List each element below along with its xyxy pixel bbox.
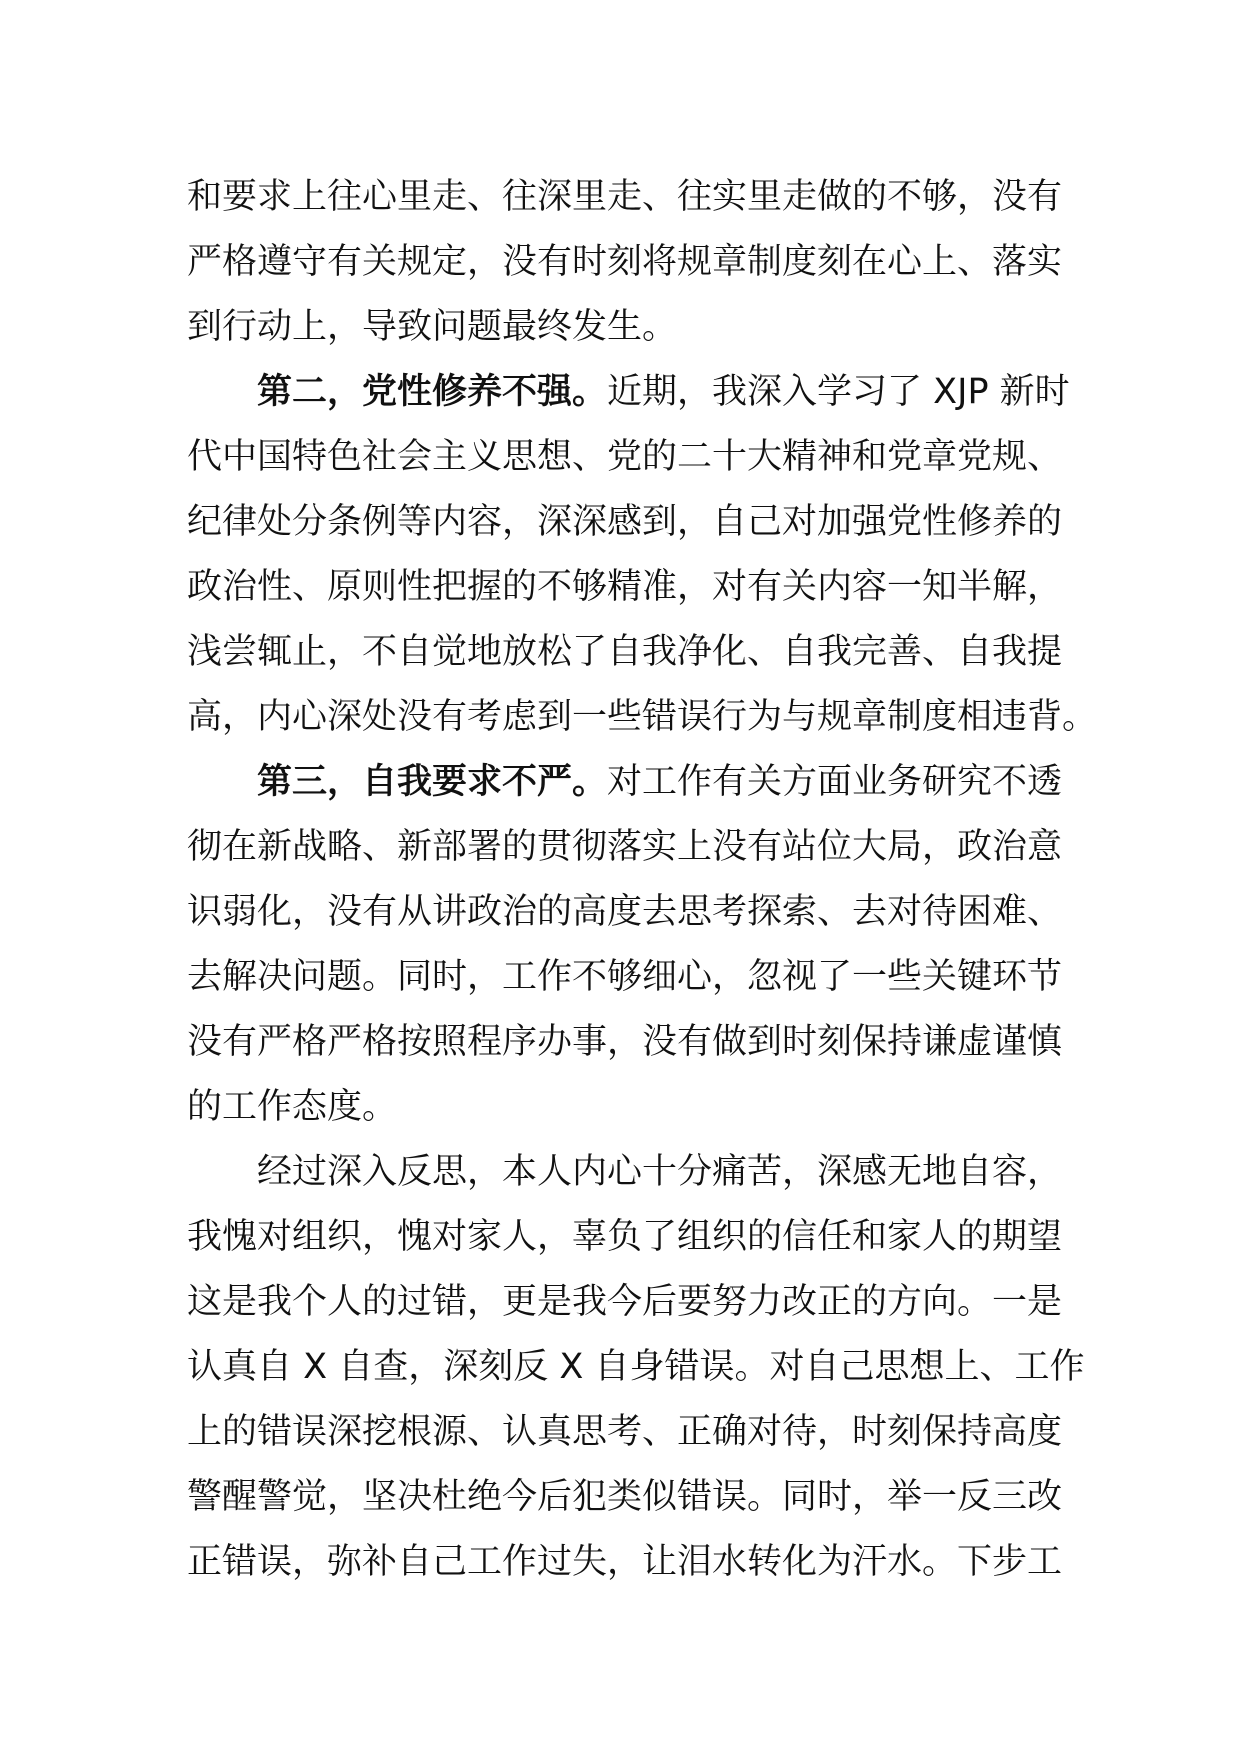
text-line: 的工作态度。: [187, 1087, 398, 1127]
text-line: 浅尝辄止，不自觉地放松了自我净化、自我完善、自我提: [187, 632, 1063, 672]
text-line: 识弱化，没有从讲政治的高度去思考探索、去对待困难、: [187, 892, 1063, 932]
text-line: 严格遵守有关规定，没有时刻将规章制度刻在心上、落实: [187, 242, 1063, 282]
paragraph: [187, 1140, 1085, 1595]
text-line: [187, 360, 1070, 425]
paragraph: [187, 750, 1063, 1140]
text-segment: 对工作有关方面业务研究不透: [607, 762, 1063, 802]
paragraph-heading: 第三，自我要求不严。: [257, 762, 608, 802]
text-line: 纪律处分条例等内容，深深感到，自己对加强党性修养的: [187, 502, 1063, 542]
text-line: 高，内心深处没有考虑到一些错误行为与规章制度相违背。: [187, 697, 1098, 737]
paragraph: [187, 360, 1098, 750]
text-line: [187, 750, 1063, 815]
text-line: 认真自 X 自查，深刻反 X 自身错误。对自己思想上、工作: [187, 1347, 1085, 1387]
text-line: 到行动上，导致问题最终发生。: [187, 307, 678, 347]
text-line: 代中国特色社会主义思想、党的二十大精神和党章党规、: [187, 437, 1063, 477]
paragraph-heading: 第二，党性修养不强。: [257, 372, 608, 412]
text-line: 彻在新战略、新部署的贯彻落实上没有站位大局，政治意: [187, 827, 1063, 867]
text-segment: 近期，我深入学习了 XJP 新时: [607, 372, 1070, 412]
document-body: [187, 165, 1098, 1595]
text-line: 我愧对组织，愧对家人，辜负了组织的信任和家人的期望: [187, 1217, 1063, 1257]
text-line: 去解决问题。同时，工作不够细心，忽视了一些关键环节: [187, 957, 1063, 997]
text-line: 政治性、原则性把握的不够精准，对有关内容一知半解，: [187, 567, 1063, 607]
text-line: 这是我个人的过错，更是我今后要努力改正的方向。一是: [187, 1282, 1063, 1322]
text-line: 正错误，弥补自己工作过失，让泪水转化为汗水。下步工: [187, 1542, 1063, 1582]
paragraph: [187, 165, 1063, 360]
text-line: 上的错误深挖根源、认真思考、正确对待，时刻保持高度: [187, 1412, 1063, 1452]
text-line: 没有严格严格按照程序办事，没有做到时刻保持谦虚谨慎: [187, 1022, 1063, 1062]
text-segment: 经过深入反思，本人内心十分痛苦，深感无地自容，: [257, 1152, 1063, 1192]
text-line: 警醒警觉，坚决杜绝今后犯类似错误。同时，举一反三改: [187, 1477, 1063, 1517]
text-line: 和要求上往心里走、往深里走、往实里走做的不够，没有: [187, 177, 1063, 217]
text-line: [187, 1140, 1063, 1205]
